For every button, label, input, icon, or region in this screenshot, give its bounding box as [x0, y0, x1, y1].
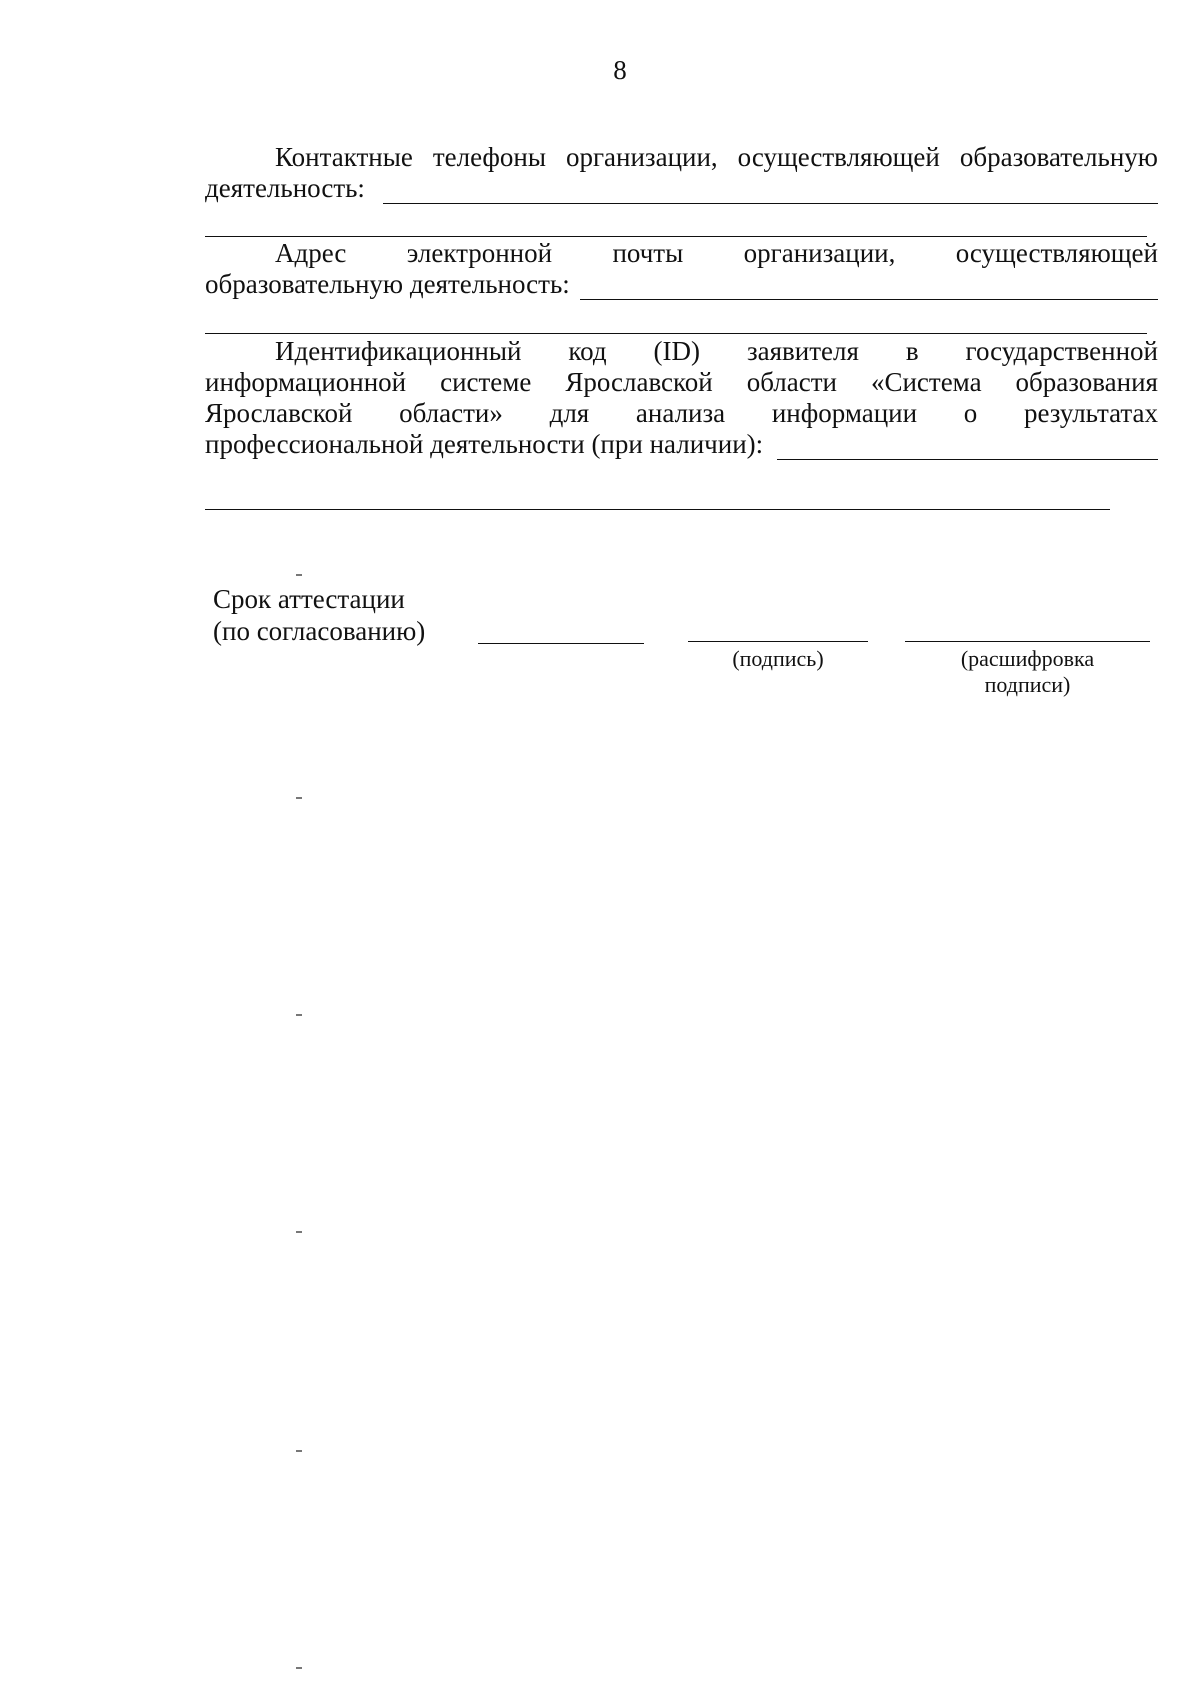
word: организации, [565, 142, 718, 172]
signature-field[interactable] [688, 641, 868, 642]
word: Идентификационный [275, 336, 522, 366]
scan-speck [296, 1667, 302, 1669]
word: в [905, 336, 919, 366]
identifier-line-3 [205, 398, 1158, 429]
word: Ярославской [205, 398, 353, 428]
word: заявителя [746, 336, 859, 366]
word: почты [612, 238, 684, 268]
identifier-paragraph [205, 336, 1158, 460]
email-label: образовательную деятельность: [205, 269, 570, 299]
identifier-line-4 [205, 429, 1158, 460]
scan-speck [296, 574, 302, 576]
word: Адрес [275, 238, 347, 268]
signature-decoding-field[interactable] [905, 641, 1150, 642]
word: информации [771, 398, 918, 428]
attestation-label-line-2: (по согласованию) [213, 616, 426, 646]
identifier-line-1 [205, 336, 1158, 367]
contact-phones-line-2 [205, 173, 1158, 204]
attestation-label [213, 583, 425, 647]
scan-speck [296, 1450, 302, 1452]
word: осуществляющей [955, 238, 1158, 268]
email-paragraph [205, 238, 1158, 300]
signature-decoding-caption [905, 646, 1150, 698]
contact-phones-line-1 [205, 142, 1158, 173]
word: государственной [965, 336, 1158, 366]
word: осуществляющей [737, 142, 940, 172]
page-number: 8 [613, 55, 627, 85]
word: организации, [743, 238, 896, 268]
word: информационной [205, 367, 407, 397]
email-field[interactable] [580, 275, 1158, 300]
word: области [746, 367, 837, 397]
word: Контактные [275, 142, 413, 172]
identifier-field[interactable] [777, 435, 1158, 460]
word: электронной [406, 238, 553, 268]
word: код [568, 336, 607, 366]
attestation-date-field[interactable] [478, 643, 644, 644]
word: о [963, 398, 978, 428]
word: телефоны [432, 142, 546, 172]
word: образования [1015, 367, 1158, 397]
word: системе [440, 367, 532, 397]
word: «Система [870, 367, 982, 397]
word: (ID) [653, 336, 701, 366]
identifier-continuation-line[interactable] [205, 509, 1110, 510]
word: области» [399, 398, 503, 428]
attestation-label-line-1: Срок аттестации [213, 584, 405, 614]
email-line-2 [205, 269, 1158, 300]
email-line-1 [205, 238, 1158, 269]
word: для [549, 398, 590, 428]
signature-caption: (подпись) [732, 646, 824, 671]
contact-phones-paragraph [205, 142, 1158, 204]
scan-speck [296, 797, 302, 799]
word: анализа [635, 398, 726, 428]
contact-phones-field[interactable] [383, 179, 1158, 204]
word: образовательную [959, 142, 1158, 172]
word: Ярославской [565, 367, 713, 397]
identifier-label: профессиональной деятельности (при наличии): [205, 429, 764, 459]
scan-speck [296, 1231, 302, 1233]
identifier-line-2 [205, 367, 1158, 398]
contact-phones-label: деятельность: [205, 173, 365, 203]
scan-speck [296, 1014, 302, 1016]
contact-phones-continuation-line[interactable] [205, 236, 1147, 237]
signature-decoding-caption-line-2: подписи) [984, 672, 1071, 697]
email-continuation-line[interactable] [205, 333, 1147, 334]
word: результатах [1023, 398, 1158, 428]
signature-decoding-caption-line-1: (расшифровка [960, 646, 1095, 671]
